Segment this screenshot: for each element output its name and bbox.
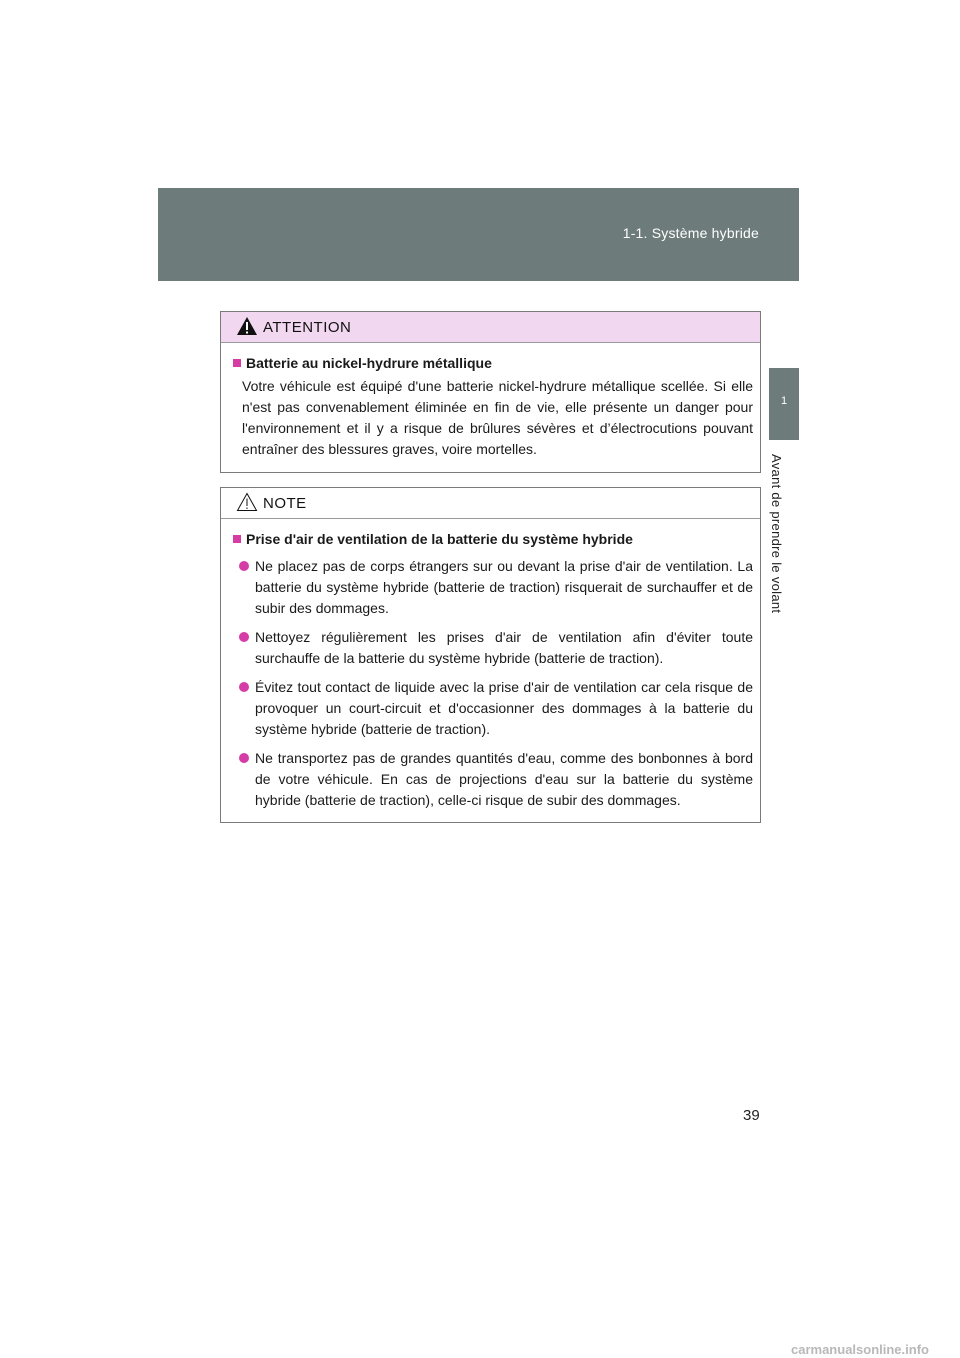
list-item [233,627,753,669]
warning-filled-icon [236,316,258,336]
list-item-text: Évitez tout contact de liquide avec la prise d'air de ventilation car cela risque de provoquer un court-circuit et d'occasionner des dommages à la batterie du système hybride (batterie de traction). [255,679,753,737]
chapter-side-label: Avant de prendre le volant [769,454,784,614]
note-subtitle [233,531,753,547]
attention-subtitle-text: Batterie au nickel-hydrure métallique [246,355,492,371]
round-bullet-icon [239,753,249,763]
note-label: NOTE [263,494,307,512]
note-subtitle-text: Prise d'air de ventilation de la batterie du système hybride [246,531,633,547]
round-bullet-icon [239,561,249,571]
watermark: carmanualsonline.info [760,1342,960,1358]
square-bullet-icon [233,535,241,543]
list-item [233,556,753,619]
attention-box [220,311,761,473]
list-item [233,677,753,740]
note-list [233,556,753,811]
warning-outline-icon [236,492,258,512]
chapter-header-band [158,188,799,281]
attention-header [221,312,760,343]
note-header [221,488,760,519]
list-item-text: Nettoyez régulièrement les prises d'air de ventilation afin d'éviter toute surchauffe de la batterie du système hybride (batterie de traction). [255,629,753,666]
section-title: 1-1. Système hybride [622,225,759,241]
chapter-tab [769,368,799,440]
list-item-text: Ne transportez pas de grandes quantités d'eau, comme des bonbonnes à bord de votre véhicule. En cas de projections d'eau sur la batterie du système hybride (batterie de traction), celle-ci risque de subir des dommages. [255,750,753,808]
attention-subtitle [233,355,753,371]
attention-text: Votre véhicule est équipé d'une batterie nickel-hydrure métallique scellée. Si elle n'est pas convenablement éliminée en fin de vie, elle présente un danger pour l'environnement et il y a risque de brûlures sévères et d’électrocutions pouvant entraîner des blessures graves, voire mortelles. [242,378,753,457]
square-bullet-icon [233,359,241,367]
list-item-text: Ne placez pas de corps étrangers sur ou devant la prise d'air de ventilation. La batterie du système hybride (batterie de traction) risquerait de surchauffer et de subir des dommages. [255,558,753,616]
round-bullet-icon [239,682,249,692]
list-item [233,748,753,811]
round-bullet-icon [239,632,249,642]
note-box [220,487,761,823]
attention-label: ATTENTION [263,318,352,336]
page-number: 39 [743,1107,760,1124]
chapter-number: 1 [780,395,788,407]
